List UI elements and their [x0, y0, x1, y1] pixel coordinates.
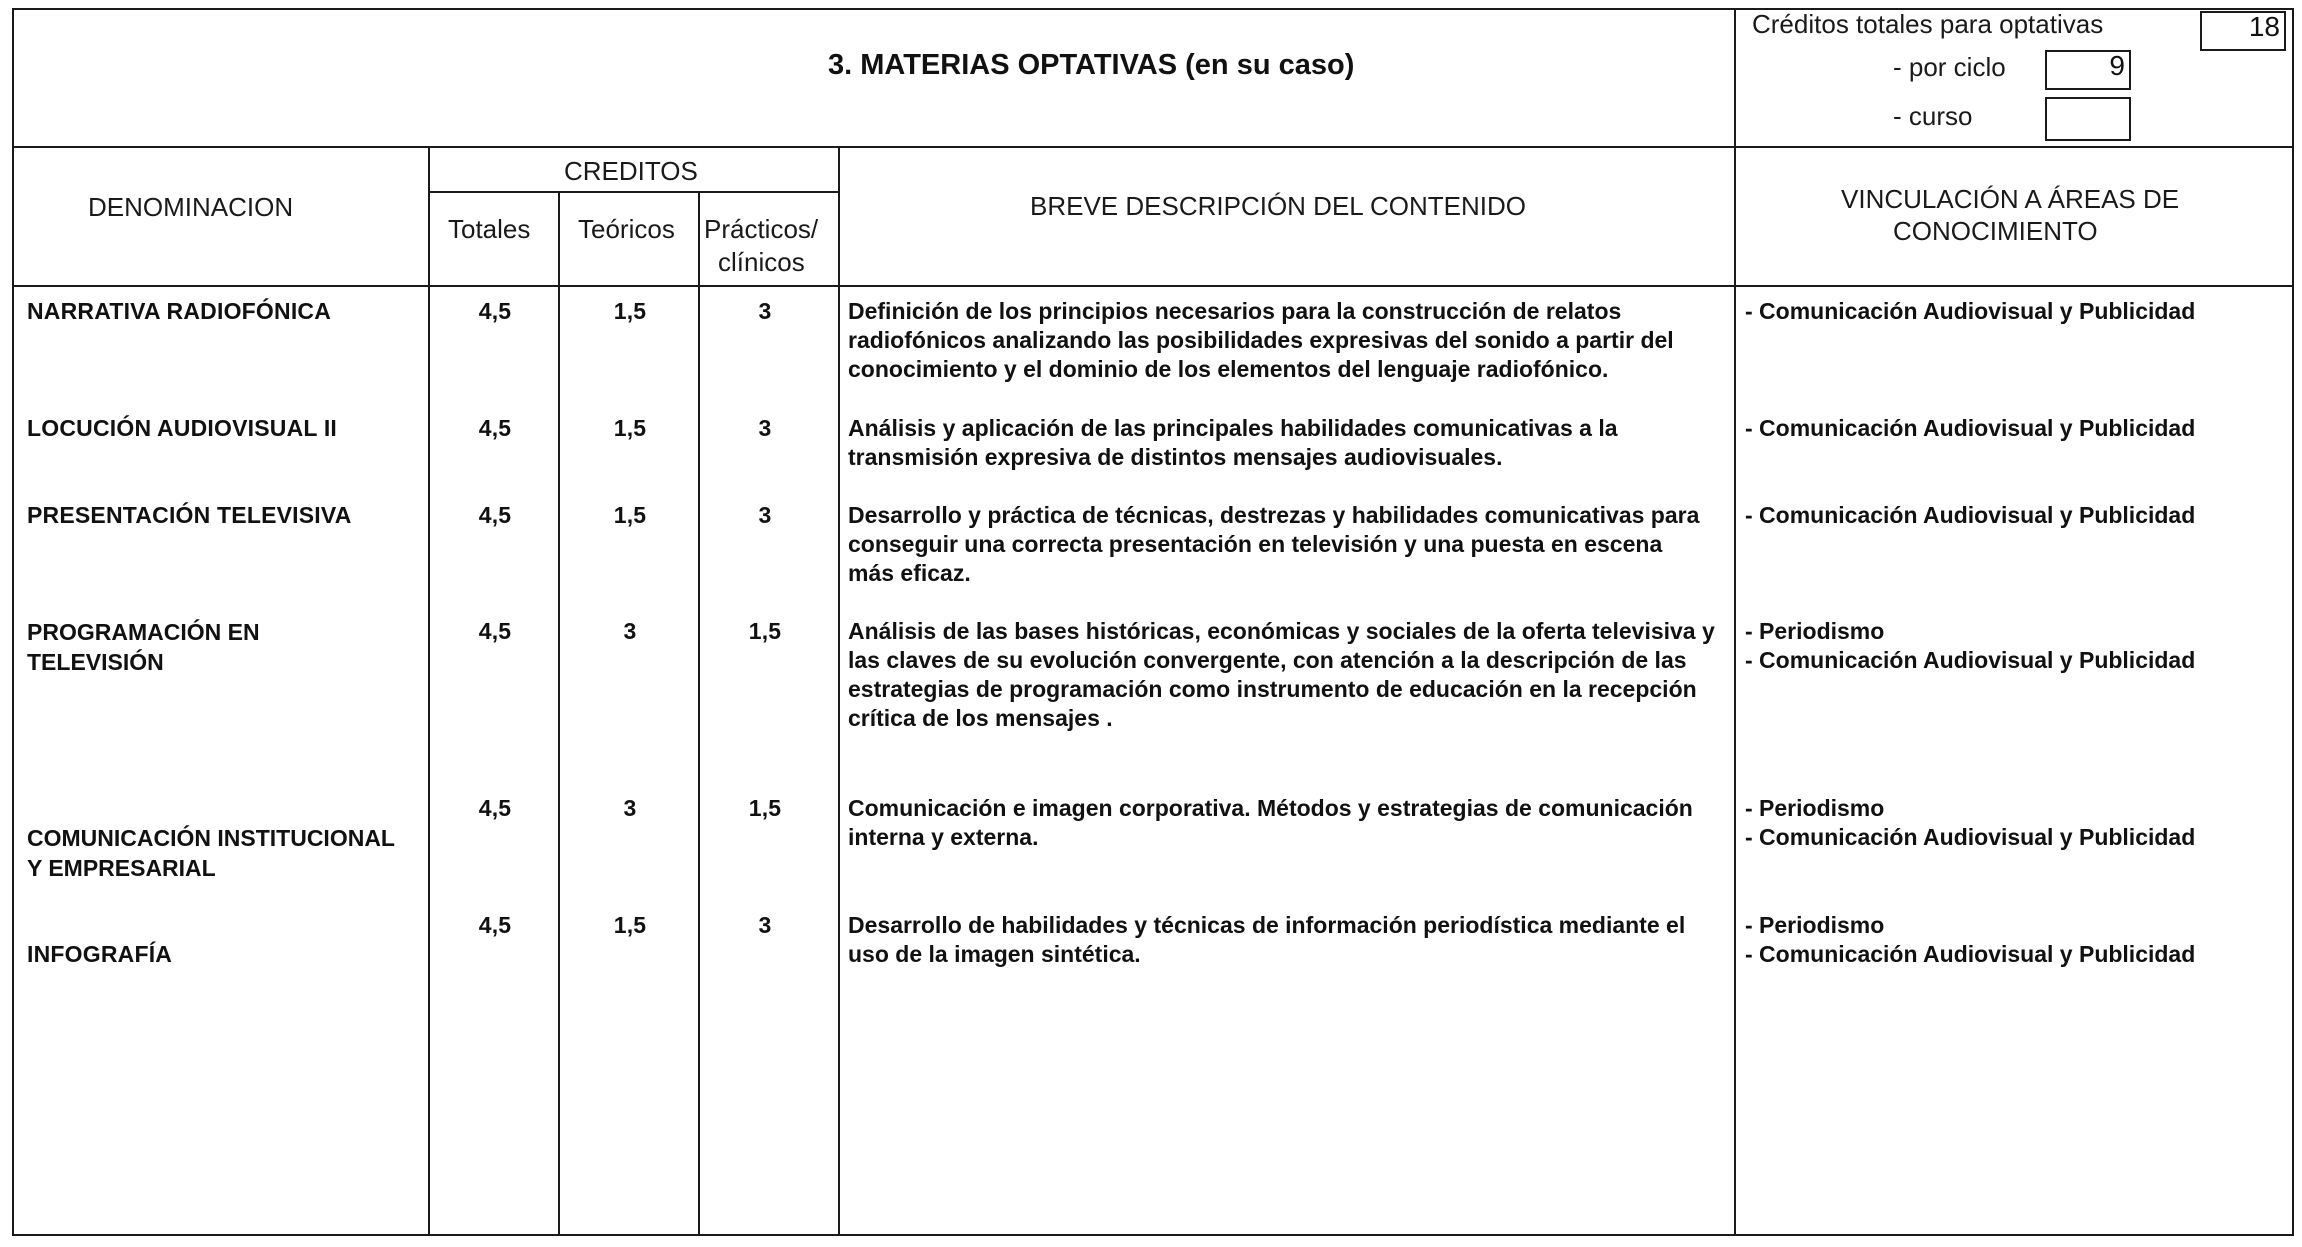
row1-description-line: conocimiento y el dominio de los elementos del lenguaje radiofónico.	[848, 356, 1609, 382]
row2-description-line: transmisión expresiva de distintos mensajes audiovisuales.	[848, 444, 1503, 470]
row4-practice: 1,5	[748, 618, 782, 644]
row6-practice: 3	[758, 912, 772, 938]
row2-total: 4,5	[478, 415, 512, 441]
row4-areas	[1745, 617, 2195, 675]
course-box	[2045, 97, 2131, 141]
row2-name: LOCUCIÓN AUDIOVISUAL II	[27, 415, 338, 441]
row4-area-item: - Periodismo	[1745, 618, 1885, 644]
row4-name	[27, 617, 260, 677]
per-cycle-box: 9	[2045, 50, 2131, 90]
col-header-theoretical: Teóricos	[578, 214, 675, 244]
row5-name-line: Y EMPRESARIAL	[27, 855, 216, 881]
col-header-description: BREVE DESCRIPCIÓN DEL CONTENIDO	[1030, 191, 1527, 221]
row3-area-item: - Comunicación Audiovisual y Publicidad	[1745, 502, 2196, 528]
col-header-areas-line2: CONOCIMIENTO	[1893, 216, 2098, 246]
header-bottom-rule	[12, 146, 2294, 148]
col-header-denomination: DENOMINACION	[88, 192, 294, 222]
row2-description-line: Análisis y aplicación de las principales habilidades comunicativas a la	[848, 415, 1618, 441]
row5-practice: 1,5	[748, 795, 782, 821]
row5-name	[27, 823, 395, 883]
credits-total-box: 18	[2200, 11, 2286, 51]
row5-areas	[1745, 794, 2195, 852]
row2-description	[848, 414, 1618, 472]
row5-theory: 3	[623, 795, 637, 821]
row5-description	[848, 794, 1693, 852]
row4-name-line: TELEVISIÓN	[27, 649, 164, 675]
row6-area-item: - Comunicación Audiovisual y Publicidad	[1745, 941, 2196, 967]
row1-areas	[1745, 297, 2195, 326]
col-header-practical: Prácticos/	[704, 214, 819, 244]
row6-description-line: uso de la imagen sintética.	[848, 941, 1141, 967]
col-divider-theory	[698, 191, 700, 1236]
row6-description-line: Desarrollo de habilidades y técnicas de información periodística mediante el	[848, 912, 1686, 938]
col-divider-practice	[838, 146, 840, 1236]
row4-description-line: Análisis de las bases históricas, económicas y sociales de la oferta televisiva y	[848, 618, 1715, 644]
row5-name-line: COMUNICACIÓN INSTITUCIONAL	[27, 825, 395, 851]
row5-area-item: - Comunicación Audiovisual y Publicidad	[1745, 824, 2196, 850]
row6-description	[848, 911, 1685, 969]
row4-total: 4,5	[478, 618, 512, 644]
row3-theory: 1,5	[613, 502, 647, 528]
row2-areas	[1745, 414, 2195, 443]
row1-area-item: - Comunicación Audiovisual y Publicidad	[1745, 298, 2196, 324]
course-label: - curso	[1893, 101, 1973, 131]
col-header-areas: VINCULACIÓN A ÁREAS DE	[1841, 184, 2180, 214]
row3-description-line: Desarrollo y práctica de técnicas, destrezas y habilidades comunicativas para	[848, 502, 1700, 528]
row1-theory: 1,5	[613, 298, 647, 324]
row1-description	[848, 297, 1674, 384]
row4-area-item: - Comunicación Audiovisual y Publicidad	[1745, 647, 2196, 673]
page-title: 3. MATERIAS OPTATIVAS (en su caso)	[828, 49, 1355, 81]
row3-description-line: conseguir una correcta presentación en televisión y una puesta en escena	[848, 531, 1663, 557]
row2-area-item: - Comunicación Audiovisual y Publicidad	[1745, 415, 2196, 441]
row3-description-line: más eficaz.	[848, 560, 971, 586]
credits-total-label: Créditos totales para optativas	[1752, 9, 2104, 39]
row1-total: 4,5	[478, 298, 512, 324]
row4-name-line: PROGRAMACIÓN EN	[27, 619, 260, 645]
row1-description-line: radiofónicos analizando las posibilidades expresivas del sonido a partir del	[848, 327, 1674, 353]
row4-description-line: las claves de su evolución convergente, con atención a la descripción de las	[848, 647, 1687, 673]
row3-description	[848, 501, 1699, 588]
row4-description	[848, 617, 1715, 733]
row4-theory: 3	[623, 618, 637, 644]
row4-description-line: estrategias de programación como instrumento de educación en la recepción	[848, 676, 1697, 702]
col-header-credits: CREDITOS	[564, 156, 698, 186]
row6-name: INFOGRAFÍA	[27, 941, 173, 967]
row1-practice: 3	[758, 298, 772, 324]
row3-areas	[1745, 501, 2195, 530]
col-divider-totals	[558, 191, 560, 1236]
row5-total: 4,5	[478, 795, 512, 821]
row3-practice: 3	[758, 502, 772, 528]
row6-area-item: - Periodismo	[1745, 912, 1885, 938]
row6-areas	[1745, 911, 2195, 969]
per-cycle-label: - por ciclo	[1893, 52, 2006, 82]
col-header-totals: Totales	[448, 214, 531, 244]
row5-description-line: Comunicación e imagen corporativa. Métodos y estrategias de comunicación	[848, 795, 1693, 821]
row3-total: 4,5	[478, 502, 512, 528]
header-divider	[1734, 8, 1736, 1236]
row6-theory: 1,5	[613, 912, 647, 938]
row6-total: 4,5	[478, 912, 512, 938]
row4-description-line: crítica de los mensajes .	[848, 705, 1113, 731]
row5-area-item: - Periodismo	[1745, 795, 1885, 821]
row2-practice: 3	[758, 415, 772, 441]
col-header-clinical: clínicos	[718, 247, 805, 277]
column-header-bottom-rule	[12, 285, 2294, 287]
row1-description-line: Definición de los principios necesarios para la construcción de relatos	[848, 298, 1622, 324]
credits-subheader-rule	[428, 191, 840, 193]
row5-description-line: interna y externa.	[848, 824, 1039, 850]
row1-name: NARRATIVA RADIOFÓNICA	[27, 298, 332, 324]
row3-name: PRESENTACIÓN TELEVISIVA	[27, 502, 352, 528]
row2-theory: 1,5	[613, 415, 647, 441]
